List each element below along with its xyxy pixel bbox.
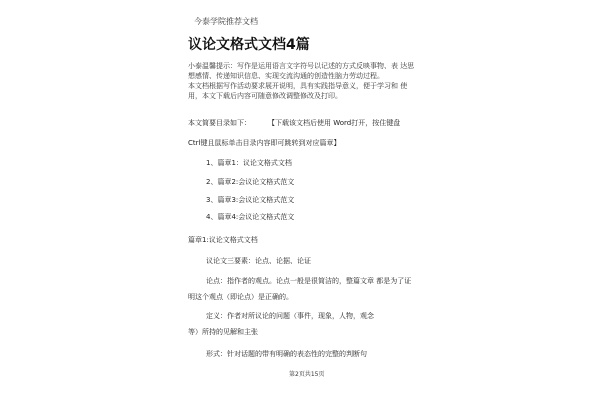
- paragraph-line: 定义：作者对所议论的问题（事件，现象，人物，观念: [206, 312, 374, 320]
- intro-line: 想感情、传递知识信息、实现交流沟通的创造性脑力劳动过程。: [188, 72, 384, 80]
- toc-tip-line1: 【下载该文档后使用 Word打开，按住键盘: [268, 119, 401, 127]
- paragraph-line: 等）所持的见解和主张: [188, 328, 258, 336]
- page-number: 第2页共15页: [289, 371, 325, 378]
- document-title: 议论文格式文档4篇: [188, 37, 310, 53]
- toc-heading: 本文简要目录如下：: [188, 119, 251, 127]
- intro-line: 小泰温馨提示：写作是运用语言文字符号以记述的方式反映事物、表 达思: [188, 62, 415, 70]
- intro-line: 本文档根据写作活动要求展开说明，具有实践指导意义，便于学习和 使: [188, 82, 408, 90]
- paragraph-line: 议论文三要素：论点、论据、论证: [206, 257, 311, 265]
- brand-header: 今泰学院推荐文档: [194, 17, 258, 26]
- paragraph-line: 形式：针对话题的带有明确的表态性的完整的判断句: [206, 350, 367, 358]
- intro-line: 用，本文下载后内容可随意修改调整修改及打印。: [188, 92, 342, 100]
- toc-link-2[interactable]: 2、篇章2:会议论文格式范文: [206, 178, 295, 186]
- section-title: 篇章1:议论文格式文档: [188, 236, 258, 244]
- intro-block: [188, 61, 414, 101]
- toc-link-3[interactable]: 3、篇章3:会议论文格式范文: [206, 196, 295, 204]
- paragraph-line: 论点：指作者的观点。论点一般是很简洁的，整篇文章 都是为了证: [206, 277, 412, 285]
- toc-link-1[interactable]: 1、篇章1：议论文格式文档: [206, 159, 292, 167]
- toc-tip-line2: Ctrl键且鼠标单击目录内容即可跳转到对应篇章】: [188, 139, 341, 147]
- paragraph-line: 明这个观点（即论点）是正确的。: [188, 293, 293, 301]
- toc-link-4[interactable]: 4、篇章4:会议论文格式范文: [206, 213, 295, 221]
